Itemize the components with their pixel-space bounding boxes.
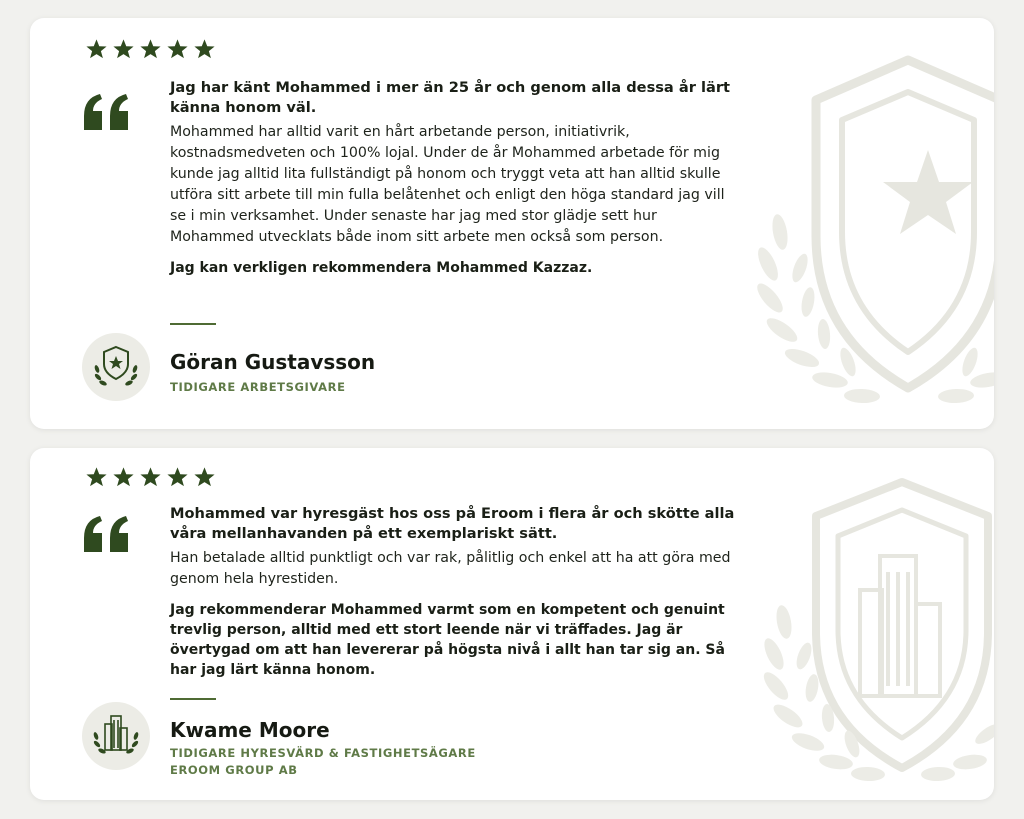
author-name: Göran Gustavsson — [170, 350, 376, 374]
divider — [170, 323, 216, 325]
shield-building-watermark-icon — [742, 472, 994, 800]
star-icon — [193, 38, 216, 60]
star-icon — [139, 466, 162, 488]
testimonial-paragraph: Han betalade alltid punktligt och var rak, pålitlig och enkel att ha att göra med genom hela hyrestiden. — [170, 550, 731, 587]
author-role — [170, 379, 346, 396]
star-icon — [112, 38, 135, 60]
author-name: Kwame Moore — [170, 718, 330, 742]
quote-icon — [82, 92, 132, 132]
testimonial-closing: Jag rekommenderar Mohammed varmt som en kompetent och genuint trevlig person, alltid med ett stort leende när vi träffades. Jag är övertygad om att han levererar på högsta nivå i allt han tar sig an. Så har jag lärt känna honom. — [170, 602, 725, 678]
building-laurel-icon — [82, 702, 150, 770]
author-role-line: TIDIGARE ARBETSGIVARE — [170, 380, 346, 394]
author-role-line: TIDIGARE HYRESVÄRD & FASTIGHETSÄGARE — [170, 746, 476, 760]
quote-icon — [82, 514, 132, 554]
testimonial-card — [30, 448, 994, 800]
rating-stars — [85, 466, 216, 488]
rating-stars — [85, 38, 216, 60]
testimonial-body — [170, 78, 740, 278]
author-role — [170, 745, 476, 779]
testimonial-closing: Jag kan verkligen rekommendera Mohammed Kazzaz. — [170, 260, 593, 276]
testimonial-lead: Mohammed var hyresgäst hos oss på Eroom i flera år och skötte alla våra mellanhavanden på ett exemplariskt sätt. — [170, 505, 735, 542]
star-icon — [166, 466, 189, 488]
shield-star-laurel-icon — [82, 333, 150, 401]
star-icon — [166, 38, 189, 60]
testimonial-card — [30, 18, 994, 429]
testimonial-body — [170, 504, 740, 680]
testimonial-paragraph: Mohammed har alltid varit en hårt arbetande person, initiativrik, kostnadsmedveten och 100% lojal. Under de år Mohammed arbetade för mig kunde jag alltid lita fullständigt på honom och tryggt veta att han alltid skulle utföra sitt arbete till min fulla belåtenhet och enligt den höga standard jag vill se i min verksamhet. Under senaste har jag med stor glädje sett hur Mohammed utvecklats både inom sitt arbete men också som person. — [170, 124, 725, 245]
star-icon — [139, 38, 162, 60]
author-company: EROOM GROUP AB — [170, 763, 298, 777]
star-icon — [85, 38, 108, 60]
divider — [170, 698, 216, 700]
star-icon — [193, 466, 216, 488]
star-icon — [112, 466, 135, 488]
star-icon — [85, 466, 108, 488]
testimonial-lead: Jag har känt Mohammed i mer än 25 år och genom alla dessa år lärt känna honom väl. — [170, 79, 731, 116]
shield-star-watermark-icon — [730, 36, 994, 428]
